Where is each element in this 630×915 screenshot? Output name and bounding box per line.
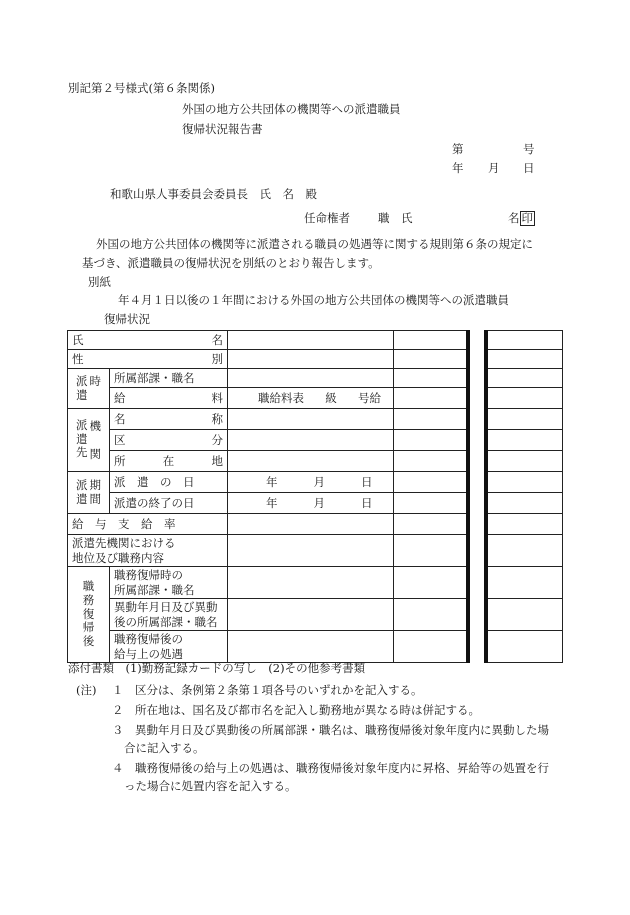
destination-name-label: 名 称 <box>110 409 228 430</box>
destination-category-label: 区 分 <box>110 430 228 451</box>
date-day-label: 日 <box>523 161 535 175</box>
date-year-label: 年 <box>452 161 464 175</box>
salary-grade-cell[interactable]: 職給料表 級 号給 <box>228 388 394 409</box>
row-destination-name <box>68 409 563 430</box>
department-title-input[interactable] <box>228 369 394 388</box>
table-title-line2: 復帰状況 <box>104 312 150 326</box>
row-salary <box>68 388 563 409</box>
appointer-name-seal <box>508 211 535 226</box>
position-duties-label: 派遣先機関における 地位及び職務内容 <box>68 535 228 567</box>
return-department-label: 職務復帰時の 所属部課・職名 <box>110 567 228 599</box>
dispatch-date-label: 派 遣 の 日 <box>110 472 228 493</box>
note-4-line2: った場合に処置内容を記入する。 <box>124 779 297 793</box>
row-return-department <box>68 567 563 599</box>
period-group-label: 派 遣 期 間 <box>68 472 110 514</box>
row-gender <box>68 350 563 369</box>
appointer-label: 任命権者 <box>304 211 350 225</box>
attachment-heading: 別紙 <box>88 275 111 289</box>
destination-location-label: 所 在 地 <box>110 451 228 472</box>
dispatch-time-group-label: 派 遣 時 <box>68 369 110 409</box>
salary-label: 給 料 <box>110 388 228 409</box>
return-group-label: 職 務 復 帰 後 <box>68 567 110 663</box>
addressee: 和歌山県人事委員会委員長 氏 名 殿 <box>110 187 317 201</box>
dispatch-end-label: 派遣の終了の日 <box>110 493 228 514</box>
destination-group-label: 派 遣 先 機 関 <box>68 409 110 472</box>
destination-name-input[interactable] <box>228 409 394 430</box>
form-label: 別記第２号様式(第６条関係) <box>68 81 215 95</box>
row-destination-category <box>68 430 563 451</box>
transfer-label: 異動年月日及び異動 後の所属部課・職名 <box>110 599 228 631</box>
department-title-label: 所属部課・職名 <box>110 369 228 388</box>
row-transfer <box>68 599 563 631</box>
note-3-line2: 合に記入する。 <box>124 741 205 755</box>
row-pay-after-return <box>68 631 563 663</box>
attachments-line: 添付書類 (1)勤務記録カードの写し (2)その他参考書類 <box>68 661 366 675</box>
notes-label: (注) <box>76 683 97 697</box>
number-suffix: 号 <box>523 142 535 156</box>
number-prefix: 第 <box>452 142 464 156</box>
row-dispatch-date <box>68 472 563 493</box>
pay-rate-label: 給 与 支 給 率 <box>68 514 228 535</box>
note-3-line1: ３ 異動年月日及び異動後の所属部課・職名は、職務復帰後対象年度内に異動した場 <box>112 723 549 737</box>
gender-remark-cell[interactable] <box>486 350 563 369</box>
dispatch-end-input[interactable]: 年 月 日 <box>228 493 394 514</box>
pay-rate-input[interactable] <box>228 514 394 535</box>
return-department-input[interactable] <box>228 567 394 599</box>
destination-location-input[interactable] <box>228 451 394 472</box>
name-remark-cell[interactable] <box>486 331 563 350</box>
seal-mark: 印 <box>521 211 533 225</box>
position-duties-input[interactable] <box>228 535 394 567</box>
destination-category-input[interactable] <box>228 430 394 451</box>
note-2: ２ 所在地は、国名及び都市名を記入し勤務地が異なる時は併記する。 <box>112 703 480 717</box>
row-destination-location <box>68 451 563 472</box>
gender-extra-cell[interactable] <box>394 350 468 369</box>
pay-after-return-input[interactable] <box>228 631 394 663</box>
row-name <box>68 331 563 350</box>
row-position-duties <box>68 535 563 567</box>
body-paragraph-line2: 基づき、派遣職員の復帰状況を別紙のとおり報告します。 <box>82 256 380 270</box>
name-label-cell: 氏 名 <box>68 331 228 350</box>
transfer-input[interactable] <box>228 599 394 631</box>
table-title-line1: 年４月１日以後の１年間における外国の地方公共団体の機関等への派遣職員 <box>118 293 509 307</box>
gender-input-cell[interactable] <box>228 350 394 369</box>
gender-label-cell: 性 別 <box>68 350 228 369</box>
name-extra-cell[interactable] <box>394 331 468 350</box>
note-4-line1: ４ 職務復帰後の給与上の処遇は、職務復帰後対象年度内に昇格、昇給等の処置を行 <box>112 761 549 775</box>
document-title-line2: 復帰状況報告書 <box>182 122 263 136</box>
dispatch-status-table <box>67 330 563 663</box>
dispatch-date-input[interactable]: 年 月 日 <box>228 472 394 493</box>
date-month-label: 月 <box>488 161 500 175</box>
pay-after-return-label: 職務復帰後の 給与上の処遇 <box>110 631 228 663</box>
note-1: １ 区分は、条例第２条第１項各号のいずれかを記入する。 <box>112 683 423 697</box>
document-title-line1: 外国の地方公共団体の機関等への派遣職員 <box>182 102 401 116</box>
row-dispatch-department <box>68 369 563 388</box>
appointer-name: 名 <box>508 211 520 225</box>
name-input-cell[interactable] <box>228 331 394 350</box>
body-paragraph-line1: 外国の地方公共団体の機関等に派遣される職員の処遇等に関する規則第６条の規定に <box>96 237 533 251</box>
row-dispatch-end <box>68 493 563 514</box>
row-pay-rate <box>68 514 563 535</box>
appointer-title: 職 氏 <box>378 211 413 225</box>
